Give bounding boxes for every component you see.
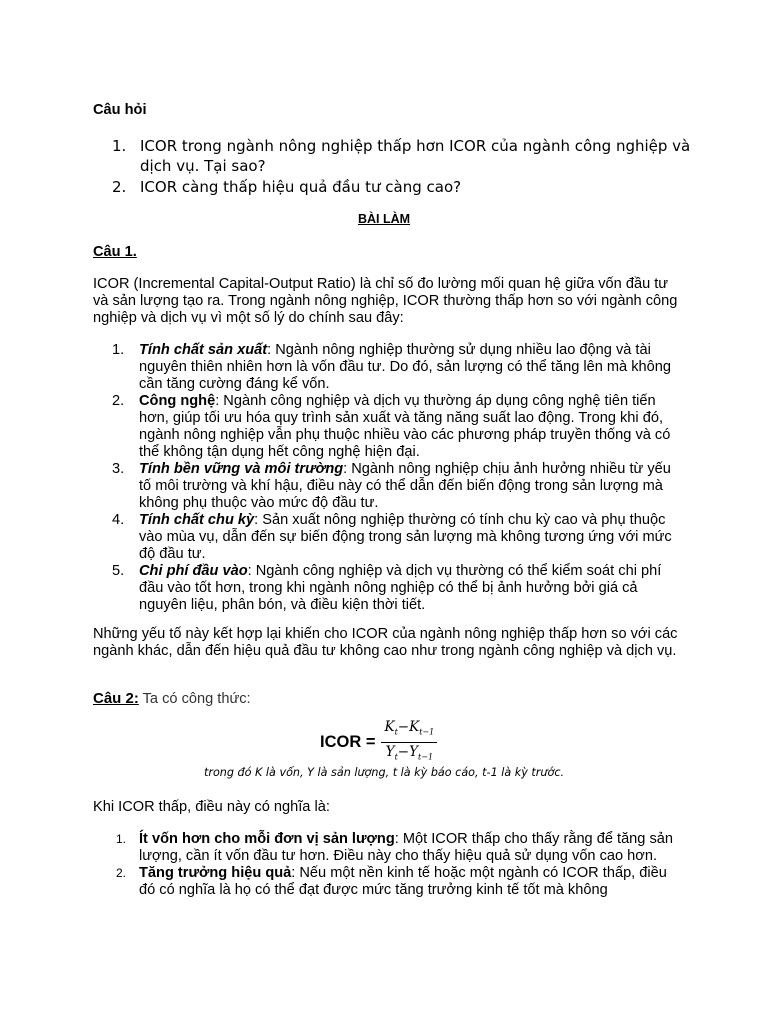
subscript: t−1 (419, 727, 435, 737)
answer-title: BÀI LÀM (357, 212, 411, 226)
effect-item (112, 865, 682, 899)
reason-term: Tính chất sản xuất (139, 342, 268, 358)
reason-term: Chi phí đầu vào (139, 563, 248, 579)
formula-numerator (381, 718, 437, 742)
list-number: 5. (112, 563, 125, 579)
reason-term: Tính bền vững và môi trường (139, 461, 344, 477)
reason-item (112, 512, 682, 563)
list-number: 1. (112, 137, 127, 155)
reason-item (112, 393, 682, 461)
questions-list (112, 136, 692, 198)
reason-text: : Ngành nông nghiệp chịu ảnh hưởng nhiều từ yếu tố môi trường và khí hậu, điều này có thể dẫn đến biến động trong sản lượng mà không phụ thuộc vào mức độ đầu tư. (139, 461, 671, 511)
effect-term: Ít vốn hơn cho mỗi đơn vị sản lượng (139, 831, 395, 847)
reason-item (112, 461, 682, 512)
effect-item (112, 831, 682, 865)
effect-term: Tăng trưởng hiệu quả (139, 865, 292, 881)
cau1-heading: Câu 1. (93, 244, 137, 260)
reason-item (112, 563, 682, 614)
subscript: t−1 (418, 752, 434, 762)
reason-text: : Sản xuất nông nghiệp thường có tính chu kỳ cao và phụ thuộc vào mùa vụ, dẫn đến sự biến động trong sản lượng mà không tương ứng với mức độ đầu tư. (139, 512, 672, 562)
list-number: 2. (112, 393, 125, 409)
list-number: 2. (112, 178, 127, 196)
subscript: t (394, 727, 398, 737)
question-item (112, 136, 692, 176)
list-number: 1. (112, 342, 125, 358)
cau2-heading: Câu 2: (93, 690, 139, 707)
question-text: ICOR trong ngành nông nghiệp thấp hơn ICOR của ngành công nghiệp và dịch vụ. Tại sao? (140, 137, 691, 175)
symbol-k: K (409, 718, 420, 735)
symbol-y: Y (385, 743, 395, 760)
formula-fraction (381, 718, 437, 766)
list-number: 2. (116, 866, 127, 880)
icor-formula (320, 720, 437, 764)
cau2-heading-line (93, 690, 683, 707)
cau1-conclusion: Những yếu tố này kết hợp lại khiến cho ICOR của ngành nông nghiệp thấp hơn so với các ngành khác, dẫn đến hiệu quả đầu tư không cao như trong ngành công nghiệp và dịch vụ. (93, 626, 678, 659)
effect-text: : Một ICOR thấp cho thấy rằng để tăng sản lượng, cần ít vốn đầu tư hơn. Điều này cho thấy hiệu quả sử dụng vốn cao hơn. (139, 831, 674, 864)
subscript: t (394, 752, 398, 762)
reason-term: Công nghệ (139, 393, 216, 409)
formula-note: trong đó K là vốn, Y là sản lượng, t là kỳ báo cáo, t-1 là kỳ trước. (203, 766, 565, 779)
reason-text: : Ngành nông nghiệp thường sử dụng nhiều lao động và tài nguyên thiên nhiên hơn là vốn đầu tư. Do đó, sản lượng có thể tăng lên mà không cần tăng cường đáng kể vốn. (139, 342, 671, 392)
list-number: 4. (112, 512, 125, 528)
reason-item (112, 342, 682, 393)
cau1-intro: ICOR (Incremental Capital-Output Ratio) là chỉ số đo lường mối quan hệ giữa vốn đầu tư và sản lượng tạo ra. Trong ngành nông nghiệp, ICOR thường thấp hơn so với ngành công nghiệp và dịch vụ vì một số lý do chính sau đây: (93, 276, 678, 326)
khi-icor-text: Khi ICOR thấp, điều này có nghĩa là: (93, 799, 330, 815)
questions-title: Câu hỏi (93, 102, 147, 118)
formula-lhs: ICOR = (320, 732, 376, 751)
question-text: ICOR càng thấp hiệu quả đầu tư càng cao? (140, 178, 462, 196)
symbol-k: K (384, 718, 395, 735)
reasons-list (112, 342, 682, 614)
formula-denominator (383, 743, 436, 767)
reason-term: Tính chất chu kỳ (139, 512, 255, 528)
effects-list (112, 831, 682, 899)
effect-text: : Nếu một nền kinh tế hoặc một ngành có ICOR thấp, điều đó có nghĩa là họ có thể đạt được mức tăng trưởng kinh tế tốt mà không (139, 865, 667, 898)
reason-text: : Ngành công nghiệp và dịch vụ thường có thể kiểm soát chi phí đầu vào tốt hơn, trong khi ngành nông nghiệp có thể bị ảnh hưởng bởi giá cả nguyên liệu, phân bón, và điều kiện thời tiết. (139, 563, 662, 613)
minus-sign: − (397, 718, 410, 735)
list-number: 1. (116, 832, 127, 846)
symbol-y: Y (409, 743, 419, 760)
cau2-lead: Ta có công thức: (138, 691, 251, 707)
minus-sign: − (397, 743, 410, 760)
list-number: 3. (112, 461, 125, 477)
question-item (112, 177, 692, 197)
reason-text: : Ngành công nghiệp và dịch vụ thường áp dụng công nghệ tiên tiến hơn, giúp tối ưu hóa quy trình sản xuất và tăng năng suất lao động. Trong khi đó, ngành nông nghiệp vẫn phụ thuộc nhiều vào các phương pháp truyền thống và có thể không tận dụng hết công nghệ hiện đại. (139, 393, 671, 460)
